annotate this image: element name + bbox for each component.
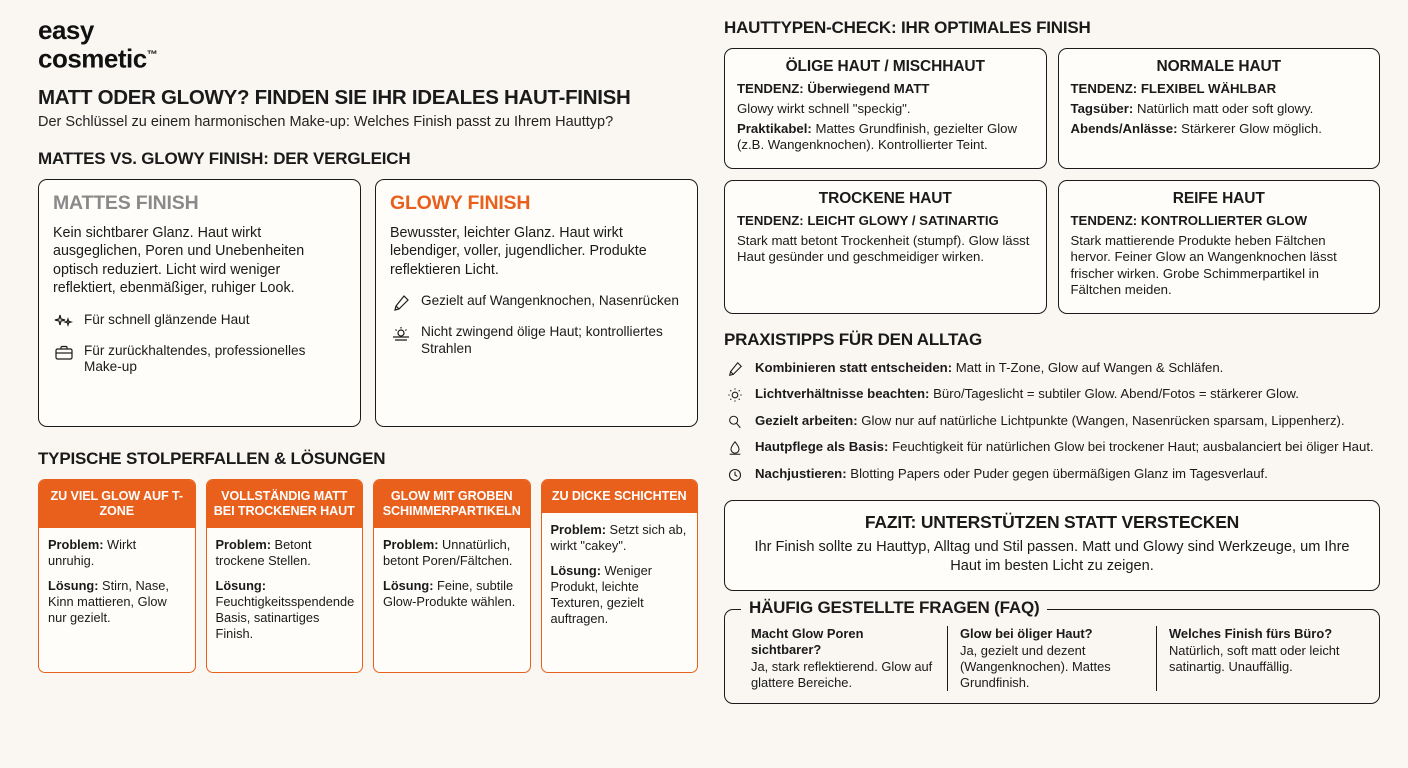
- skin-card-mature: [1058, 180, 1381, 314]
- page-title: MATT ODER GLOWY? FINDEN SIE IHR IDEALES HAUT-FINISH: [38, 85, 631, 109]
- tip-item: [724, 413, 1380, 431]
- pitfall-body: [207, 528, 363, 652]
- page-subtitle: Der Schlüssel zu einem harmonischen Make-up: Welches Finish passt zu Ihrem Hauttyp?: [38, 113, 614, 130]
- skin-card-title: NORMALE HAUT: [1156, 58, 1281, 75]
- tip-body: Feuchtigkeit für natürlichen Glow bei trockener Haut; ausbalanciert bei öliger Haut.: [892, 439, 1374, 454]
- pitfall-solution-text: Weniger Produkt, leichte Texturen, gezielt auftragen.: [550, 562, 652, 626]
- tip-text: [755, 360, 1223, 376]
- pitfall-problem-label: Problem:: [383, 536, 439, 552]
- skin-card-line-label: Praktikabel:: [737, 120, 812, 136]
- sun-icon: [724, 386, 746, 404]
- glowy-finish-body: Bewusster, leichter Glanz. Haut wirkt lebendiger, voller, jugendlicher. Produkte reflektieren Licht.: [390, 224, 647, 278]
- pitfalls-row: [38, 479, 698, 673]
- pitfall-body: [542, 513, 698, 637]
- pitfall-heading: GLOW MIT GROBEN SCHIMMERPARTIKELN: [374, 480, 530, 528]
- faq-question: Welches Finish fürs Büro?: [1169, 625, 1333, 641]
- pitfall-problem: [216, 537, 354, 569]
- right-column: [724, 18, 1380, 758]
- matte-feature-2: [53, 343, 346, 376]
- glowy-feature-1-text: Gezielt auf Wangenknochen, Nasenrücken: [421, 293, 679, 309]
- pitfall-problem-text: Setzt sich ab, wirkt "cakey".: [550, 521, 687, 553]
- faq-item: [1156, 626, 1365, 691]
- pitfall-problem-text: Betont trockene Stellen.: [215, 536, 312, 568]
- tip-body: Glow nur auf natürliche Lichtpunkte (Wangen, Nasenrücken sparsam, Lippenherz).: [861, 412, 1345, 428]
- skin-types-section-title: HAUTTYPEN-CHECK: IHR OPTIMALES FINISH: [724, 18, 1091, 37]
- tip-text: [755, 466, 1268, 482]
- glowy-feature-2: [390, 324, 683, 357]
- brush-icon: [724, 360, 746, 378]
- matte-finish-card: [38, 179, 361, 427]
- pitfall-solution: [383, 578, 521, 610]
- comparison-section-title: MATTES VS. GLOWY FINISH: DER VERGLEICH: [38, 148, 411, 168]
- pitfall-body: [374, 528, 530, 620]
- tip-item: [724, 360, 1380, 378]
- skin-card-line: [1071, 121, 1368, 138]
- tip-label: Lichtverhältnisse beachten:: [755, 386, 930, 401]
- pitfall-heading: ZU VIEL GLOW AUF T-ZONE: [39, 480, 195, 528]
- skin-card-tendency: TENDENZ: KONTROLLIERTER GLOW: [1070, 212, 1308, 228]
- pitfall-solution-text: Feuchtigkeitsspendende Basis, satinartiges Finish.: [215, 593, 355, 641]
- skin-card-normal: [1058, 48, 1381, 169]
- skin-card-dry: [724, 180, 1047, 314]
- magnifier-icon: [724, 413, 746, 431]
- pitfall-solution-label: Lösung:: [383, 577, 434, 593]
- faq-answer: Natürlich, soft matt oder leicht satinartig. Unauffällig.: [1169, 642, 1340, 674]
- skin-card-tendency: TENDENZ: FLEXIBEL WÄHLBAR: [1070, 81, 1277, 96]
- tip-item: [724, 439, 1380, 457]
- tip-item: [724, 466, 1380, 484]
- tip-text: [755, 439, 1374, 455]
- matte-feature-list: [53, 312, 346, 376]
- skin-card-line: [737, 121, 1034, 154]
- conclusion-card: [724, 500, 1380, 591]
- pitfall-heading: VOLLSTÄNDIG MATT BEI TROCKENER HAUT: [207, 480, 363, 528]
- pitfall-card: [206, 479, 364, 673]
- pitfall-card: [541, 479, 699, 673]
- faq-answer: Ja, stark reflektierend. Glow auf glattere Bereiche.: [751, 658, 933, 690]
- skin-card-line-text: Natürlich matt oder soft glowy.: [1136, 101, 1314, 116]
- pitfall-problem-text: Unnatürlich, betont Poren/Fältchen.: [383, 536, 513, 568]
- brush-icon: [390, 293, 412, 313]
- pitfall-problem-label: Problem:: [215, 536, 271, 552]
- faq-question: Glow bei öliger Haut?: [960, 625, 1093, 641]
- brand-logo-line2-text: cosmetic: [38, 43, 147, 74]
- pitfall-body: [39, 528, 195, 636]
- faq-answer: Ja, gezielt und dezent (Wangenknochen). Mattes Grundfinish.: [960, 642, 1111, 690]
- brand-logo-line2: [38, 43, 698, 72]
- skin-card-tendency: TENDENZ: Überwiegend MATT: [737, 81, 930, 96]
- glowy-feature-2-text: Nicht zwingend ölige Haut; kontrolliertes Strahlen: [421, 324, 663, 356]
- left-column: [38, 15, 698, 758]
- glowy-finish-card: [375, 179, 698, 427]
- pitfalls-section-title: TYPISCHE STOLPERFALLEN & LÖSUNGEN: [38, 448, 386, 468]
- clock-icon: [724, 466, 746, 484]
- pitfall-solution-label: Lösung:: [48, 577, 99, 593]
- faq-columns: [739, 626, 1365, 691]
- skin-types-grid: [724, 48, 1380, 314]
- pitfall-problem: [551, 522, 689, 554]
- tip-body: Büro/Tageslicht = subtiler Glow. Abend/Fotos = stärkerer Glow.: [933, 386, 1299, 401]
- matte-feature-1: [53, 312, 346, 332]
- skin-card-title: TROCKENE HAUT: [818, 189, 952, 207]
- pitfall-solution-text: Feine, subtile Glow-Produkte wählen.: [383, 577, 516, 609]
- sparkles-icon: [53, 312, 75, 332]
- pitfall-solution: [551, 563, 689, 627]
- faq-title: HÄUFIG GESTELLTE FRAGEN (FAQ): [741, 598, 1047, 618]
- pitfall-problem-label: Problem:: [48, 536, 104, 552]
- trademark-symbol: ™: [146, 49, 158, 61]
- pitfall-problem-label: Problem:: [550, 521, 606, 537]
- matte-feature-1-text: Für schnell glänzende Haut: [84, 311, 250, 327]
- pitfall-card: [38, 479, 196, 673]
- conclusion-title: FAZIT: UNTERSTÜTZEN STATT VERSTECKEN: [864, 511, 1240, 532]
- tip-text: [755, 386, 1299, 402]
- tips-list: [724, 360, 1380, 484]
- tips-section-title: PRAXISTIPPS FÜR DEN ALLTAG: [724, 329, 982, 349]
- brand-logo: [38, 15, 698, 74]
- skin-card-line: Glowy wirkt schnell "speckig".: [737, 101, 911, 116]
- pitfall-problem: [383, 537, 521, 569]
- faq-item: [947, 626, 1156, 691]
- pitfall-solution-label: Lösung:: [215, 577, 266, 593]
- pitfall-problem: [48, 537, 186, 569]
- tip-text: [755, 413, 1345, 429]
- skin-card-line: Stark matt betont Trockenheit (stumpf). Glow lässt Haut gesünder und geschmeidiger wirken.: [737, 232, 1030, 264]
- tip-label: Nachjustieren:: [755, 465, 847, 481]
- faq-item: [739, 626, 947, 691]
- matte-finish-title: MATTES FINISH: [53, 191, 199, 214]
- faq-question: Macht Glow Poren sichtbarer?: [751, 625, 864, 657]
- sunrise-icon: [390, 324, 412, 344]
- skin-card-title: REIFE HAUT: [1172, 189, 1265, 207]
- tip-body: Blotting Papers oder Puder gegen übermäßigen Glanz im Tagesverlauf.: [850, 465, 1268, 481]
- tip-body: Matt in T-Zone, Glow auf Wangen & Schläfen.: [955, 359, 1224, 375]
- pitfall-solution: [48, 578, 186, 626]
- skin-card-line-label: Abends/Anlässe:: [1070, 120, 1178, 136]
- tip-label: Hautpflege als Basis:: [755, 439, 889, 454]
- conclusion-text: Ihr Finish sollte zu Hauttyp, Alltag und Stil passen. Matt und Glowy sind Werkzeuge, um Ihre Haut im besten Licht zu zeigen.: [754, 538, 1350, 574]
- droplet-icon: [724, 439, 746, 457]
- brand-logo-line1: easy: [38, 15, 94, 45]
- glowy-finish-title: GLOWY FINISH: [390, 191, 531, 214]
- briefcase-icon: [53, 343, 75, 363]
- glowy-feature-list: [390, 293, 683, 357]
- glowy-feature-1: [390, 293, 683, 313]
- pitfall-problem-text: Wirkt unruhig.: [48, 536, 137, 568]
- skin-card-line-text: Mattes Grundfinish, gezielter Glow (z.B. Wangenknochen). Kontrollierter Teint.: [737, 120, 1018, 152]
- matte-finish-body: Kein sichtbarer Glanz. Haut wirkt ausgeglichen, Poren und Unebenheiten optisch reduziert. Licht wird weniger reflektiert, ebenmäßiger, ruhiger Look.: [53, 224, 305, 297]
- pitfall-solution: [216, 578, 354, 642]
- pitfall-card: [373, 479, 531, 673]
- skin-card-line-label: Tagsüber:: [1070, 101, 1134, 116]
- tip-label: Gezielt arbeiten:: [755, 412, 858, 428]
- comparison-row: [38, 179, 698, 427]
- skin-card-tendency: TENDENZ: LEICHT GLOWY / SATINARTIG: [737, 212, 999, 228]
- skin-card-oily: [724, 48, 1047, 169]
- pitfall-heading: ZU DICKE SCHICHTEN: [542, 480, 698, 513]
- skin-card-line: Stark mattierende Produkte heben Fältchen hervor. Feiner Glow an Wangenknochen lässt frischer wirken. Grobe Schimmerpartikel in Fältchen meiden.: [1070, 232, 1337, 297]
- skin-card-title: ÖLIGE HAUT / MISCHHAUT: [785, 58, 985, 75]
- matte-feature-2-text: Für zurückhaltendes, professionelles Make-up: [84, 342, 306, 375]
- tip-label: Kombinieren statt entscheiden:: [755, 359, 953, 375]
- skin-card-line: [1071, 101, 1368, 118]
- pitfall-solution-label: Lösung:: [550, 562, 601, 578]
- faq-section: [724, 597, 1380, 704]
- pitfall-solution-text: Stirn, Nase, Kinn mattieren, Glow nur gezielt.: [48, 577, 169, 625]
- tip-item: [724, 386, 1380, 404]
- skin-card-line-text: Stärkerer Glow möglich.: [1181, 120, 1322, 136]
